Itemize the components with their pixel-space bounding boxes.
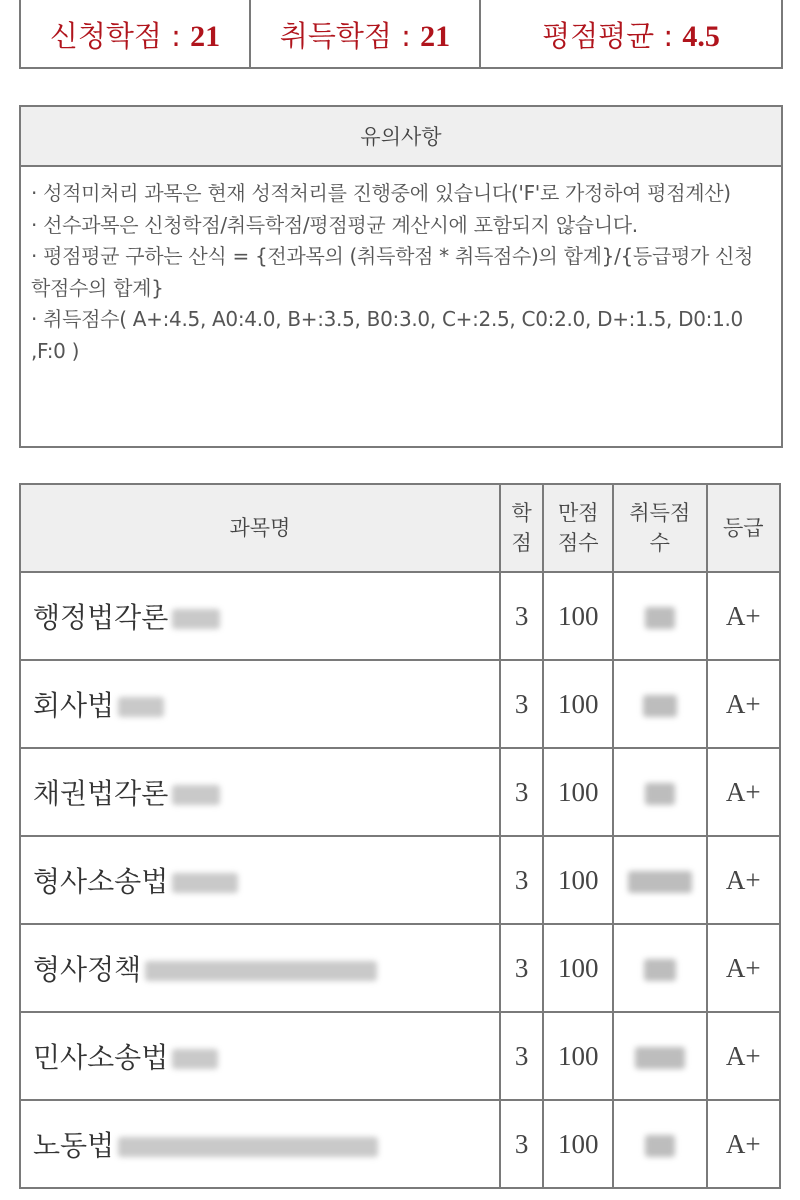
- gpa: [480, 0, 782, 68]
- applied-credits: [20, 0, 250, 68]
- subject-name: 민사소송법: [20, 1012, 500, 1100]
- full-score-cell: 100: [543, 660, 613, 748]
- notice-body: [21, 167, 781, 367]
- header-full-score: 만점 점수: [543, 484, 613, 572]
- redacted-block: [172, 1049, 218, 1069]
- redacted-block: [635, 1047, 685, 1069]
- redacted-block: [645, 1135, 675, 1157]
- redacted-block: [644, 959, 676, 981]
- credit-cell: 3: [500, 572, 544, 660]
- credit-cell: 3: [500, 748, 544, 836]
- grade-cell: A+: [707, 660, 780, 748]
- subject-name: 행정법각론: [20, 572, 500, 660]
- grade-cell: A+: [707, 748, 780, 836]
- applied-credits-value: 21: [190, 19, 221, 53]
- full-score-cell: 100: [543, 1012, 613, 1100]
- redacted-block: [628, 871, 692, 893]
- earned-score-cell: [613, 748, 707, 836]
- table-row: [20, 1012, 780, 1100]
- full-score-cell: 100: [543, 748, 613, 836]
- redacted-block: [645, 607, 675, 629]
- applied-credits-label: 신청학점 :: [49, 18, 191, 53]
- grades-table: [19, 483, 781, 1189]
- redacted-block: [172, 785, 220, 805]
- redacted-block: [118, 1137, 378, 1157]
- redacted-block: [172, 609, 220, 629]
- header-credit: 학 점: [500, 484, 544, 572]
- earned-score-cell: [613, 572, 707, 660]
- earned-score-cell: [613, 660, 707, 748]
- subject-name: 채권법각론: [20, 748, 500, 836]
- redacted-block: [145, 961, 377, 981]
- full-score-cell: 100: [543, 1100, 613, 1188]
- table-row: [20, 748, 780, 836]
- notice-title: 유의사항: [21, 107, 781, 167]
- header-subject: 과목명: [20, 484, 500, 572]
- notice-item: · 취득점수( A+:4.5, A0:4.0, B+:3.5, B0:3.0, C+:2.5, C0:2.0, D+:1.5, D0:1.0 ,F:0 ): [31, 307, 743, 363]
- earned-credits: [250, 0, 480, 68]
- credit-cell: 3: [500, 836, 544, 924]
- grade-summary: [19, 0, 783, 69]
- notice-item: · 평점평균 구하는 산식 = {전과목의 (취득학점 * 취득점수)의 합계}/{등급평가 신청학점수의 합계}: [31, 244, 754, 300]
- notice-item: · 선수과목은 신청학점/취득학점/평점평균 계산시에 포함되지 않습니다.: [31, 212, 638, 237]
- redacted-block: [643, 695, 677, 717]
- header-grade: 등급: [707, 484, 780, 572]
- earned-score-cell: [613, 1012, 707, 1100]
- grade-cell: A+: [707, 1100, 780, 1188]
- earned-score-cell: [613, 924, 707, 1012]
- notice-box: [19, 105, 783, 448]
- earned-credits-value: 21: [420, 19, 451, 53]
- table-row: [20, 572, 780, 660]
- redacted-block: [172, 873, 238, 893]
- header-earned-score: 취득점 수: [613, 484, 707, 572]
- full-score-cell: 100: [543, 572, 613, 660]
- table-row: [20, 924, 780, 1012]
- subject-name: 노동법: [20, 1100, 500, 1188]
- grade-cell: A+: [707, 572, 780, 660]
- gpa-label: 평점평균 :: [542, 18, 683, 53]
- credit-cell: 3: [500, 1012, 544, 1100]
- redacted-block: [118, 697, 164, 717]
- table-header-row: [20, 484, 780, 572]
- notice-item: · 성적미처리 과목은 현재 성적처리를 진행중에 있습니다('F'로 가정하여 평점계산): [31, 181, 731, 205]
- table-row: [20, 1100, 780, 1188]
- full-score-cell: 100: [543, 836, 613, 924]
- credit-cell: 3: [500, 660, 544, 748]
- full-score-cell: 100: [543, 924, 613, 1012]
- redacted-block: [645, 783, 675, 805]
- earned-credits-label: 취득학점 :: [279, 18, 421, 53]
- gpa-value: 4.5: [682, 19, 720, 53]
- credit-cell: 3: [500, 1100, 544, 1188]
- table-row: [20, 836, 780, 924]
- grade-cell: A+: [707, 1012, 780, 1100]
- table-row: [20, 660, 780, 748]
- subject-name: 회사법: [20, 660, 500, 748]
- earned-score-cell: [613, 1100, 707, 1188]
- subject-name: 형사소송법: [20, 836, 500, 924]
- grade-cell: A+: [707, 924, 780, 1012]
- subject-name: 형사정책: [20, 924, 500, 1012]
- earned-score-cell: [613, 836, 707, 924]
- credit-cell: 3: [500, 924, 544, 1012]
- grade-cell: A+: [707, 836, 780, 924]
